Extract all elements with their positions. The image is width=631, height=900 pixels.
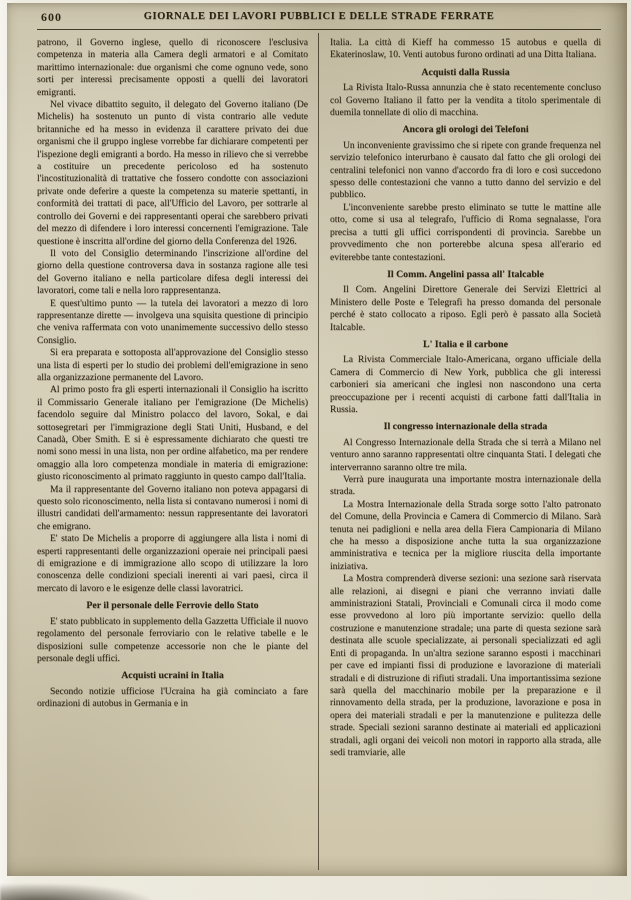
- paragraph: Nel vivace dibattito seguito, il delegato del Governo italiano (De Michelis) ha sostenuto un punto di vista contrario alle vedute britanniche ed ha messo in evidenza il carattere privato dei due organismi che il gruppo inglese vorrebbe far dichiarare competenti per l'ispezione degli emigranti a bordo. Ha messo in rilievo che si verrebbe a costituire un precedente pericoloso ed ha sostenuto l'incostituzionalità di trattative che fossero condotte con associazioni private onde deferire a queste la competenza su materie spettanti, in conformità dei trattati di pace, all'Ufficio del Lavoro, per sottrarle al controllo dei Governi e dei rappresentanti operai che sarebbero privati del mezzo di difendere i loro interessi concernenti l'emigrazione. Tale questione è inscritta all'ordine del giorno della Conferenza del 1926.: [37, 100, 308, 247]
- section-heading: Il Comm. Angelini passa all' Italcable: [387, 268, 544, 280]
- paragraph: La Rivista Commerciale Italo-Americana, organo ufficiale della Camera di Commercio di New York, pubblica che gli interessi carbonieri sia americani che inglesi non nascondono una certa preoccupazione per i recenti acquisti di carbone fatti dall'Italia in Russia.: [330, 355, 601, 415]
- scan-stain-bottom-left: [0, 884, 150, 900]
- paragraph: Italia. La città di Kieff ha commesso 15 autobus e quella di Ekaterinoslaw, 10. Venti autobus furono ordinati ad una Ditta Italiana.: [330, 38, 601, 61]
- paragraph: E' stato pubblicato in supplemento della Gazzetta Ufficiale il nuovo regolamento del personale ferroviario con le relative tabelle e le disposizioni sulle competenze accessorie non che le piante del personale degli uffici.: [37, 616, 308, 664]
- paragraph: Al primo posto fra gli esperti internazionali il Consiglio ha iscritto il Commissario Generale italiano per l'emigrazione (De Michelis) facendolo seguire dal Ministro polacco del lavoro, Sokal, e dai sottosegretari per l'immigrazione degli Stati Uniti, Husband, e del Canadà, Ober Smith. E si è espressamente dichiarato che questi tre nomi sono messi in una lista, non per ordine alfabetico, ma per rendere omaggio alla loro competenza mondiale in materia di emigrazione: giusto riconoscimento al primato raggiunto in questo campo dall'Italia.: [37, 385, 308, 483]
- page-header: [37, 7, 601, 30]
- section-heading: Il congresso internazionale della strada: [383, 421, 548, 433]
- section-heading: Acquisti dalla Russia: [421, 66, 510, 78]
- paragraph: Al Congresso Internazionale della Strada che si terrà a Milano nel venturo anno saranno rappresentati oltre cinquanta Stati. I delegati che interverranno saranno oltre tre mila.: [330, 437, 601, 473]
- paragraph: Secondo notizie ufficiose l'Ucraina ha già cominciato a fare ordinazioni di autobus in Germania e in: [37, 686, 308, 710]
- paragraph: Il Com. Angelini Direttore Generale dei Servizi Elettrici al Ministero delle Poste e Telegrafi ha presso domanda del personale perché è stato collocato a riposo. Egli però è passato alla Società Italcable.: [330, 285, 601, 333]
- paragraph: Si era preparata e sottoposta all'approvazione del Consiglio stesso una lista di esperti per lo studio dei problemi dell'emigrazione in seno alla organizzazione permanente del Lavoro.: [37, 348, 308, 383]
- masthead-title: GIORNALE DEI LAVORI PUBBLICI E DELLE STRADE FERRATE: [143, 11, 495, 22]
- paragraph: La Mostra Internazionale della Strada sorge sotto l'alto patronato del Comune, della Provincia e Camera di Commercio di Milano. Sarà tenuta nei padiglioni e nella area della Fiera Campionaria di Milano che ha messo a disposizione anche tutta la sua organizzazione amministrativa e tecnica per la migliore riuscita della importante iniziativa.: [330, 499, 601, 572]
- paragraph: Ma il rappresentante del Governo italiano non poteva appagarsi di questo solo riconoscimento, nella lista si contavano numerosi i nomi di illustri candidati dell'armamento: nessun rappresentante dei lavoratori che emigrano.: [37, 484, 308, 532]
- left-column: [37, 33, 318, 870]
- right-column: [319, 33, 601, 870]
- paragraph: L'inconveniente sarebbe presto eliminato se tutte le mattine alle otto, come si usa al telegrafo, l'ufficio di Roma segnalasse, l'ora precisa a tutti gli uffici corrispondenti di provincia. Sarebbe un provvedimento che non porterebbe alcuna spesa all'erario ed eviterebbe tante contestazioni.: [330, 202, 601, 263]
- article-content: [37, 33, 601, 870]
- paragraph: La Rivista Italo-Russa annunzia che è stato recentemente concluso col Governo Italiano il fatto per la vendita a titolo sperimentale di duemila tonnellate di olio di macchina.: [330, 83, 601, 119]
- paragraph: E' stato De Michelis a proporre di aggiungere alla lista i nomi di esperti rappresentanti delle organizzazioni operaie nei principali paesi di emigrazione e di immigrazione allo scopo di utilizzare la loro conoscenza delle condizioni speciali inerenti ai vari paesi, circa il mercato di lavoro e le esigenze delle classi lavoratrici.: [37, 534, 308, 594]
- paragraph: La Mostra comprenderà diverse sezioni: una sezione sarà riservata alle relazioni, ai disegni e piani che verranno inviati dalle amministrazioni Statali, Provinciali e Comunali circa il modo come esse provvedono al loro più importante servizio: quello della costruzione e manutenzione stradale; una parte di questa sezione sarà destinata alle scuole specializzate, ai personali specializzati ed agli Enti di propaganda. In un'altra sezione saranno esposti i macchinari per cave ed impianti fissi di produzione e lavorazione di materiali stradali e di distruzione di rifiuti stradali. Una importantissima sezione sarà quella del macchinario mobile per la preparazione e il rinnovamento della strada, per la produzione, lavorazione e posa in opera dei materiali stradali e per la manutenzione e pulitezza delle strade. Speciali sezioni saranno destinate ai materiali ed applicazioni stradali, agli organi dei veicoli non motori in rapporto alla strada, alle sedi tramviarie, alle: [330, 574, 601, 758]
- page-number: 600: [41, 10, 62, 24]
- paragraph: Verrà pure inaugurata una importante mostra internazionale della strada.: [330, 475, 601, 498]
- paragraph: patrono, il Governo inglese, quello di riconoscere l'esclusiva competenza in materia alla Camera degli armatori e al Comitato marittimo internazionale: due organismi che come ognuno vede, sono sorti per interessi precisamente opposti a quelli dei lavoratori emigranti.: [37, 38, 308, 98]
- section-heading: Per il personale delle Ferrovie dello Stato: [86, 600, 259, 612]
- section-heading: Acquisti ucraini in Italia: [121, 670, 224, 682]
- paragraph: Il voto del Consiglio determinando l'inscrizione all'ordine del giorno della questione controversa dava in sostanza ragione alle tesi del Governo italiano e nella particolare difesa degli interessi dei lavoratori, come tali e nella loro rappresentanza.: [37, 248, 308, 297]
- section-heading: Ancora gli orologi dei Telefoni: [402, 124, 529, 136]
- paragraph: Un inconveniente gravissimo che si ripete con grande frequenza nel servizio telefonico interurbano è causato dal fatto che gli orologi dei centralini telefonici non vanno d'accordo fra di loro e così succedono spesso delle contestazioni che vanno a tutto danno del servizio e del pubblico.: [330, 140, 601, 201]
- section-heading: L' Italia e il carbone: [423, 338, 508, 350]
- paragraph: E quest'ultimo punto — la tutela dei lavoratori a mezzo di loro rappresentanze dirette — involgeva una squisita questione di principio che veniva raffermata con voto unanimemente successivo dello stesso Consiglio.: [37, 298, 308, 346]
- newspaper-page: [7, 3, 627, 876]
